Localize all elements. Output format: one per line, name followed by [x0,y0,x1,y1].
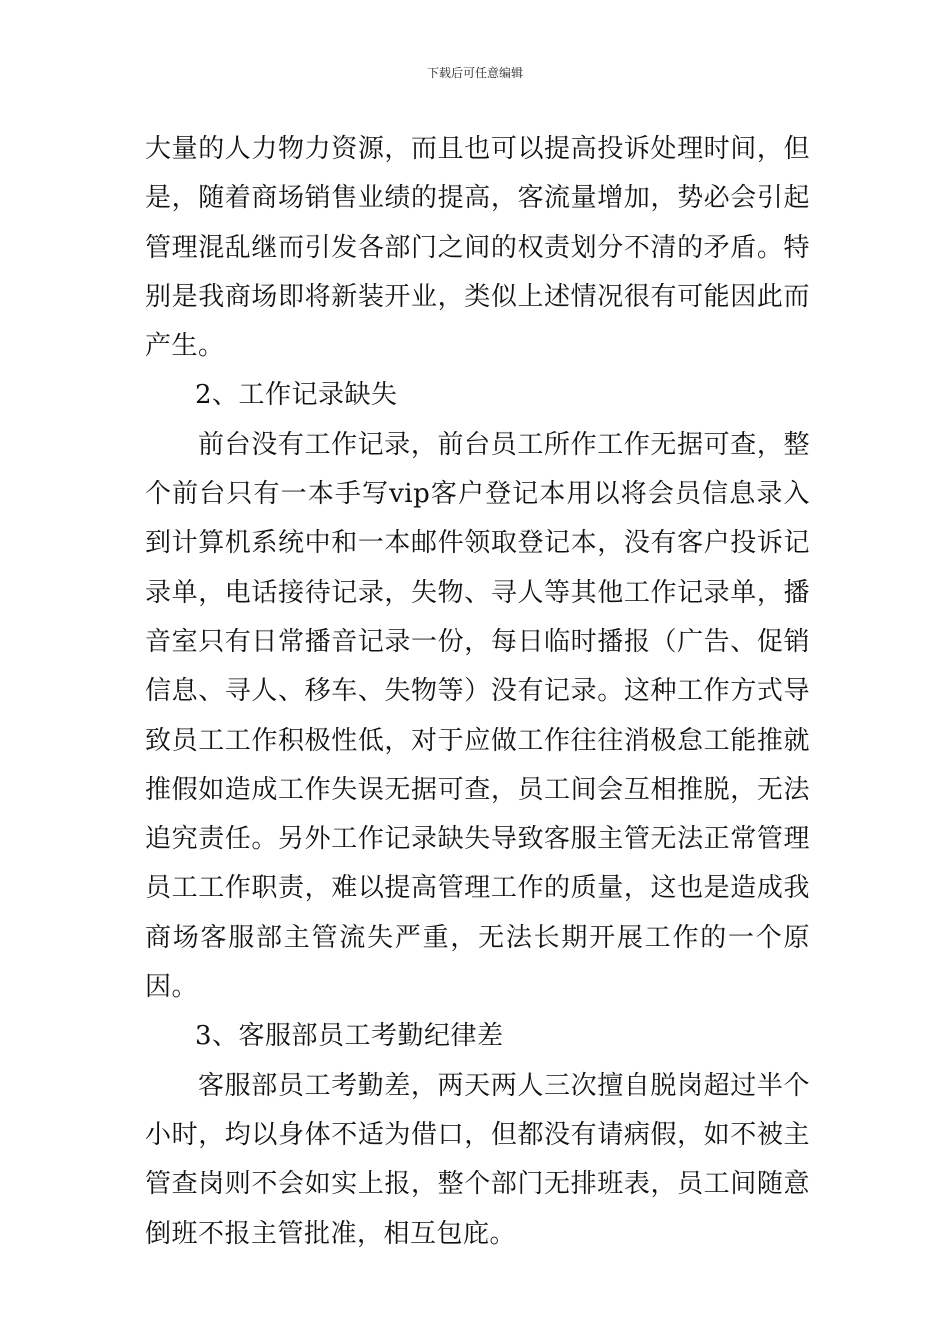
paragraph-attendance: 客服部员工考勤差，两天两人三次擅自脱岗超过半个小时，均以身体不适为借口，但都没有请病假，如不被主管查岗则不会如实上报，整个部门无排班表，员工间随意倒班不报主管批准，相互包庇。 [145,1070,810,1249]
paragraph-continuation: 大量的人力物力资源，而且也可以提高投诉处理时间，但是，随着商场销售业绩的提高，客流量增加，势必会引起管理混乱继而引发各部门之间的权责划分不清的矛盾。特别是我商场即将新装开业，类似上述情况很有可能因此而产生。 [145,134,810,362]
section-heading-work-records: 2、工作记录缺失 [195,380,398,411]
section-heading-attendance: 3、客服部员工考勤纪律差 [195,1021,504,1052]
page-header: 下载后可任意编辑 [426,66,523,80]
paragraph-work-records: 前台没有工作记录，前台员工所作工作无据可查，整个前台只有一本手写vip客户登记本用以将会员信息录入到计算机系统中和一本邮件领取登记本，没有客户投诉记录单，电话接待记录，失物、寻人等其他工作记录单，播音室只有日常播音记录一份，每日临时播报（广告、促销信息、寻人、移车、失物等）没有记录。这种工作方式导致员工工作积极性低，对于应做工作往往消极怠工能推就推假如造成工作失误无据可查，员工间会互相推脱，无法追究责任。另外工作记录缺失导致客服主管无法正常管理员工工作职责，难以提高管理工作的质量，这也是造成我商场客服部主管流失严重，无法长期开展工作的一个原因。 [145,429,810,1003]
document-body [145,125,810,1259]
